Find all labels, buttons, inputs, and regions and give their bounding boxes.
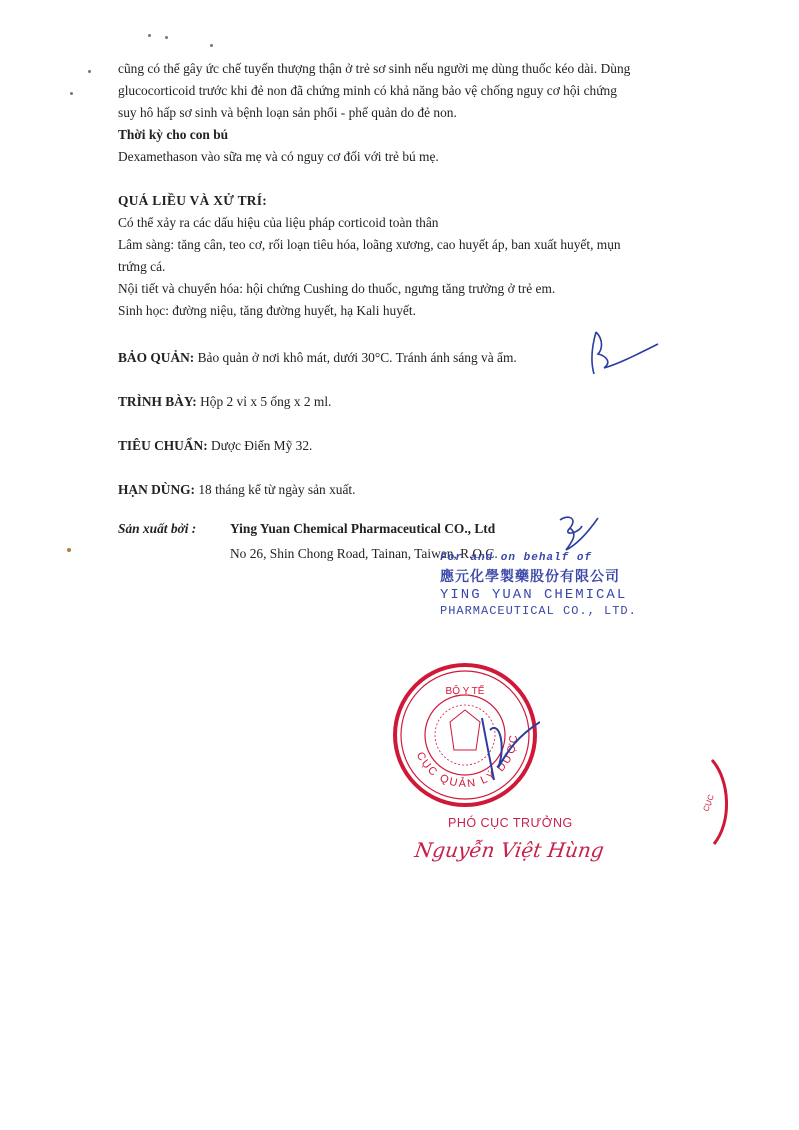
scan-speck bbox=[70, 92, 73, 95]
official-name: Nguyễn Việt Hùng bbox=[413, 838, 606, 862]
packaging-line bbox=[118, 391, 331, 413]
manufacturer-name: Ying Yuan Chemical Pharmaceutical CO., Ltd bbox=[230, 521, 496, 536]
scan-speck bbox=[88, 70, 91, 73]
manufacturer-label: Sản xuất bởi : bbox=[118, 521, 197, 536]
overdose-heading: QUÁ LIỀU VÀ XỬ TRÍ: bbox=[118, 193, 268, 208]
svg-text:BỘ Y TẾ: BỘ Y TẾ bbox=[445, 686, 485, 697]
paragraph-line: suy hô hấp sơ sinh và bệnh loạn sản phổi - phế quản do đẻ non. bbox=[118, 105, 457, 120]
scan-speck bbox=[148, 34, 151, 37]
overdose-line: Lâm sàng: tăng cân, teo cơ, rối loạn tiêu hóa, loãng xương, cao huyết áp, ban xuất huyết, mụn bbox=[118, 237, 621, 252]
company-stamp bbox=[440, 552, 637, 618]
overdose-line: Có thể xảy ra các dấu hiệu của liệu pháp corticoid toàn thân bbox=[118, 215, 439, 230]
svg-text:CỤC: CỤC bbox=[701, 793, 716, 813]
packaging-label: TRÌNH BÀY: bbox=[118, 394, 197, 409]
pregnancy-paragraph bbox=[118, 58, 714, 168]
official-title: PHÓ CỤC TRƯỞNG bbox=[448, 816, 573, 830]
breastfeeding-text: Dexamethason vào sữa mẹ và có nguy cơ đối với trẻ bú mẹ. bbox=[118, 149, 439, 164]
official-seal bbox=[390, 660, 540, 810]
svg-text:CỤC QUẢN LÝ DƯỢC: CỤC QUẢN LÝ DƯỢC bbox=[413, 732, 521, 791]
scan-speck bbox=[210, 44, 213, 47]
company-stamp-line: YING YUAN CHEMICAL bbox=[440, 587, 628, 603]
overdose-line: Sinh học: đường niệu, tăng đường huyết, hạ Kali huyết. bbox=[118, 303, 416, 318]
company-stamp-line: PHARMACEUTICAL CO., LTD. bbox=[440, 604, 637, 618]
expiry-label: HẠN DÙNG: bbox=[118, 482, 195, 497]
overdose-line: Nội tiết và chuyển hóa: hội chứng Cushing do thuốc, ngưng tăng trưởng ở trẻ em. bbox=[118, 281, 556, 296]
storage-line bbox=[118, 347, 517, 369]
expiry-value: 18 tháng kể từ ngày sản xuất. bbox=[195, 482, 356, 497]
breastfeeding-heading: Thời kỳ cho con bú bbox=[118, 127, 229, 142]
storage-value: Bảo quản ở nơi khô mát, dưới 30°C. Tránh ánh sáng và ẩm. bbox=[194, 350, 517, 365]
standard-value: Dược Điển Mỹ 32. bbox=[207, 438, 313, 453]
company-stamp-line: 應元化學製藥股份有限公司 bbox=[440, 569, 620, 585]
manufacturer-address: No 26, Shin Chong Road, Tainan, Taiwan, R.O.C. bbox=[230, 546, 498, 561]
manufacturer-signature bbox=[548, 508, 608, 558]
company-stamp-line: For and on behalf of bbox=[440, 552, 593, 564]
overdose-section bbox=[118, 190, 714, 322]
packaging-value: Hộp 2 vỉ x 5 ống x 2 ml. bbox=[196, 394, 332, 409]
standard-line bbox=[118, 435, 312, 457]
paragraph-line: glucocorticoid trước khi đẻ non đã chứng minh có khả năng bảo vệ chống nguy cơ hội chứng bbox=[118, 83, 617, 98]
overdose-line: trứng cá. bbox=[118, 259, 166, 274]
standard-label: TIÊU CHUẨN: bbox=[118, 438, 208, 453]
scan-speck bbox=[67, 548, 71, 552]
storage-label: BẢO QUẢN: bbox=[118, 350, 195, 365]
expiry-line bbox=[118, 479, 355, 501]
paragraph-line: cũng có thể gây ức chế tuyến thượng thận ở trẻ sơ sinh nếu người mẹ dùng thuốc kéo dài. Dùng bbox=[118, 61, 631, 76]
partial-seal-edge bbox=[700, 756, 740, 848]
initial-signature bbox=[582, 326, 662, 382]
scan-speck bbox=[165, 36, 168, 39]
